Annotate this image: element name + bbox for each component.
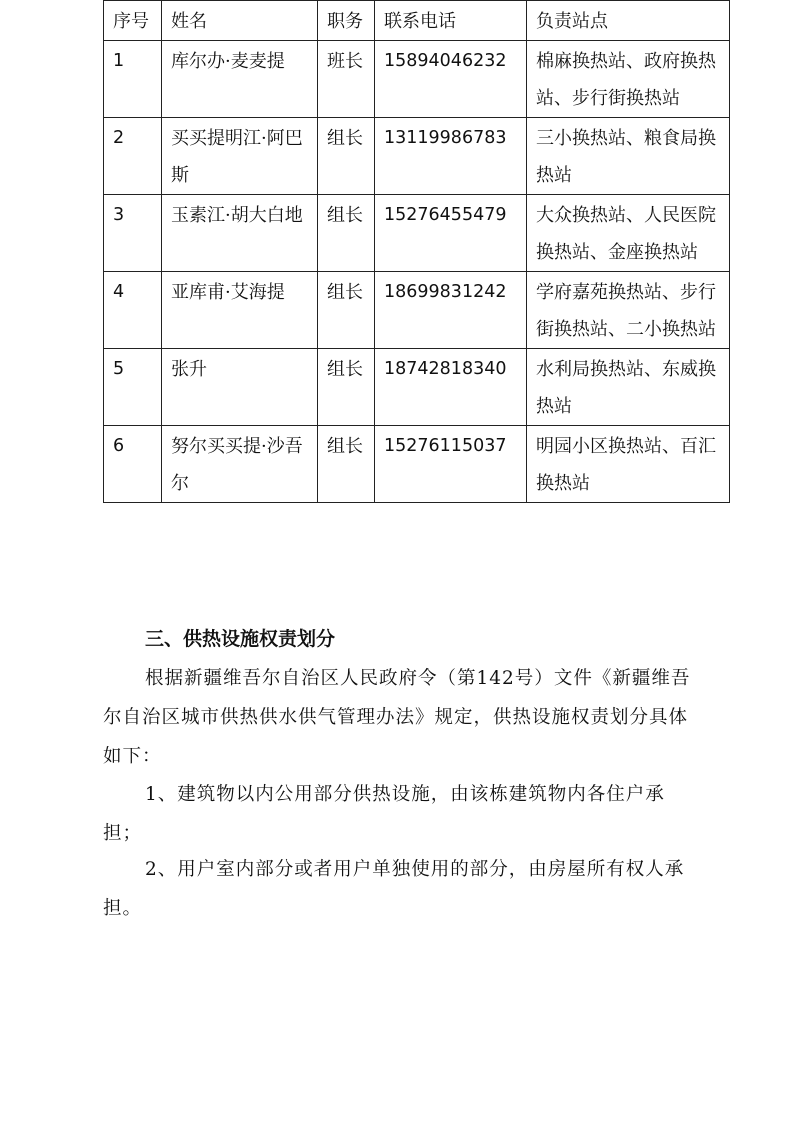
row-phone: 18699831242: [375, 272, 527, 349]
section-heading: 三、供热设施权责划分: [145, 628, 336, 650]
table-row: [104, 349, 730, 426]
row-phone: 15894046232: [375, 41, 527, 118]
row-name: 努尔买买提·沙吾尔: [162, 426, 318, 503]
row-stations: 水利局换热站、东威换热站: [527, 349, 730, 426]
row-name: 库尔办·麦麦提: [162, 41, 318, 118]
body-paragraph: 1、建筑物以内公用部分供热设施，由该栋建筑物内各住户承担；: [103, 784, 665, 844]
row-index: 2: [104, 118, 162, 195]
row-role: 组长: [318, 426, 375, 503]
table-row: [104, 41, 730, 118]
row-role: 组长: [318, 195, 375, 272]
row-stations: 大众换热站、人民医院换热站、金座换热站: [527, 195, 730, 272]
body-paragraph: 2、用户室内部分或者用户单独使用的部分，由房屋所有权人承担。: [103, 859, 685, 919]
row-role: 组长: [318, 349, 375, 426]
row-phone: 13119986783: [375, 118, 527, 195]
row-stations: 学府嘉苑换热站、步行街换热站、二小换热站: [527, 272, 730, 349]
row-phone: 15276455479: [375, 195, 527, 272]
row-index: 1: [104, 41, 162, 118]
header-stations: 负责站点: [527, 1, 730, 41]
table-row: [104, 195, 730, 272]
row-index: 4: [104, 272, 162, 349]
staff-table: [103, 0, 730, 503]
row-name: 张升: [162, 349, 318, 426]
table-row: [104, 272, 730, 349]
row-name: 亚库甫·艾海提: [162, 272, 318, 349]
row-stations: 明园小区换热站、百汇换热站: [527, 426, 730, 503]
table-row: [104, 118, 730, 195]
header-index: 序号: [104, 1, 162, 41]
row-phone: 18742818340: [375, 349, 527, 426]
row-index: 5: [104, 349, 162, 426]
row-name: 买买提明江·阿巴斯: [162, 118, 318, 195]
header-phone: 联系电话: [375, 1, 527, 41]
header-name: 姓名: [162, 1, 318, 41]
row-index: 6: [104, 426, 162, 503]
row-role: 班长: [318, 41, 375, 118]
row-role: 组长: [318, 272, 375, 349]
row-index: 3: [104, 195, 162, 272]
row-stations: 棉麻换热站、政府换热站、步行街换热站: [527, 41, 730, 118]
table-header-row: [104, 1, 730, 41]
row-stations: 三小换热站、粮食局换热站: [527, 118, 730, 195]
row-role: 组长: [318, 118, 375, 195]
header-role: 职务: [318, 1, 375, 41]
row-phone: 15276115037: [375, 426, 527, 503]
row-name: 玉素江·胡大白地: [162, 195, 318, 272]
body-paragraph: 根据新疆维吾尔自治区人民政府令（第142号）文件《新疆维吾尔自治区城市供热供水供气管理办法》规定，供热设施权责划分具体如下：: [103, 668, 691, 767]
table-row: [104, 426, 730, 503]
